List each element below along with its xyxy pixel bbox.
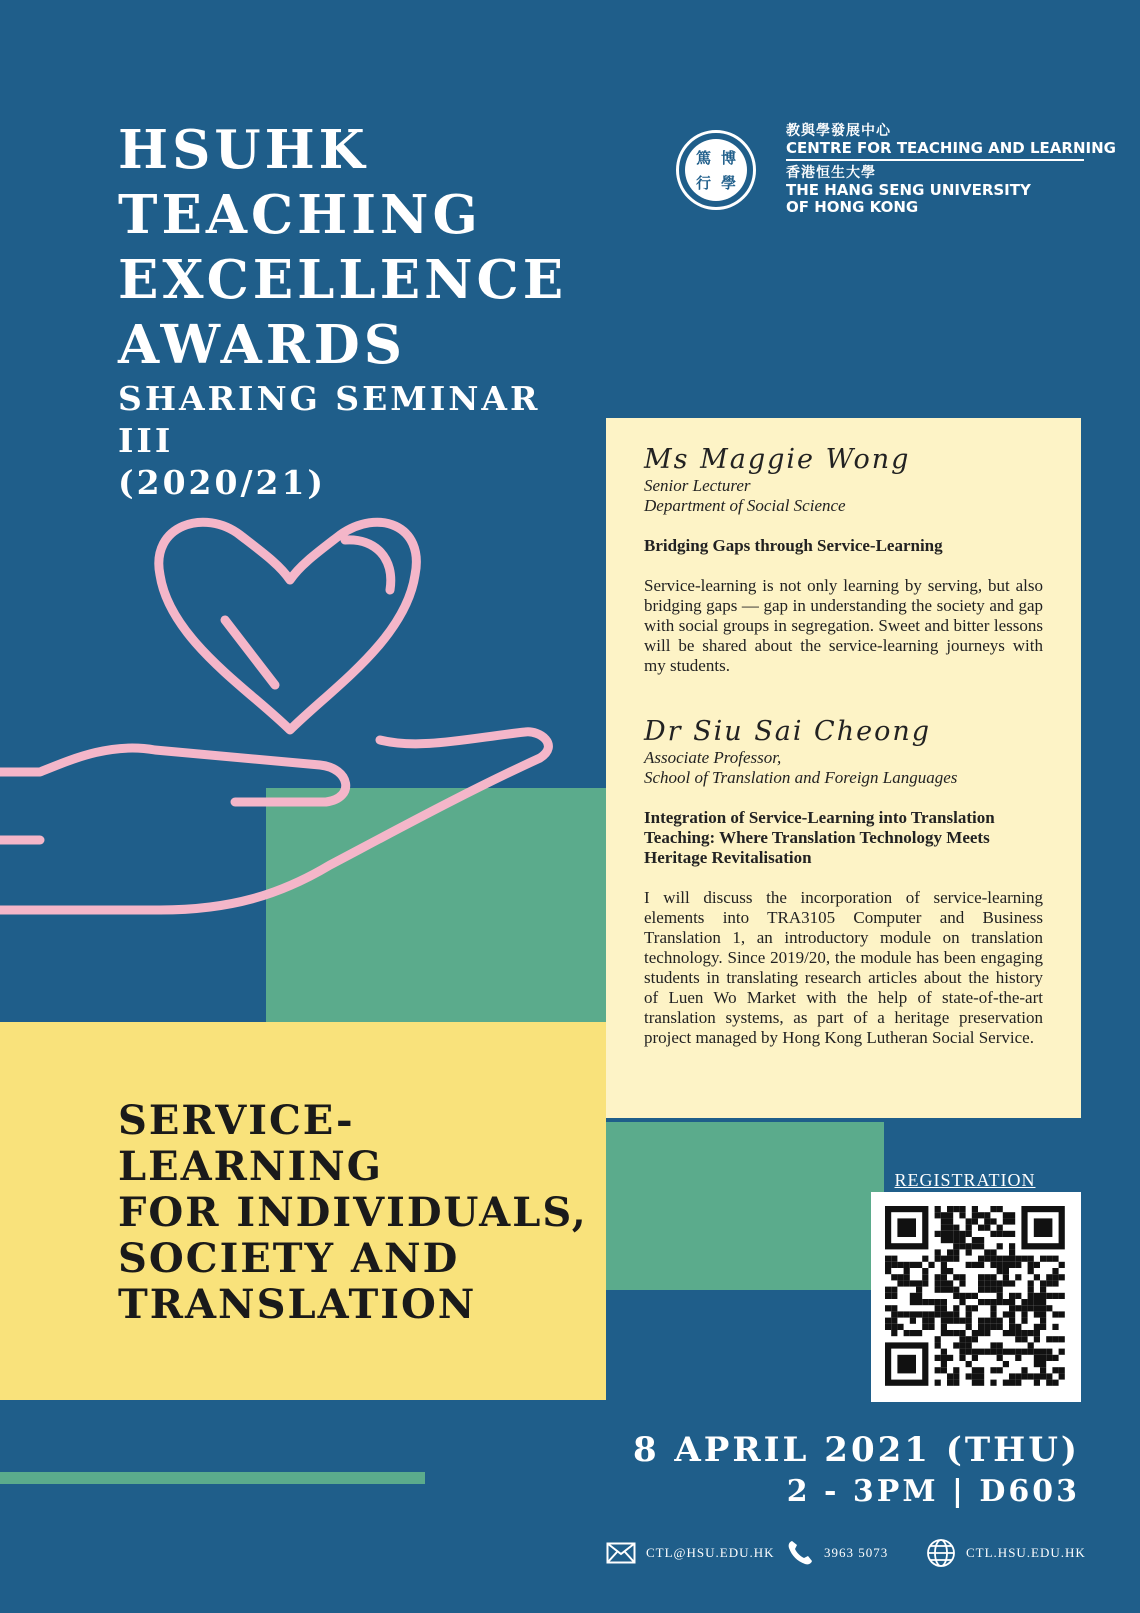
speaker-department: Department of Social Science <box>644 496 846 515</box>
globe-icon <box>926 1538 956 1568</box>
talk-abstract: Service-learning is not only learning by serving, but also bridging gaps — gap in understanding the society and gap with social groups in segregation. Sweet and bitter lessons will be shared about the service-learning journeys with my students. <box>644 576 1043 675</box>
seminar-theme <box>118 1098 598 1328</box>
title-line: AWARDS <box>118 314 407 376</box>
subtitle-line: SHARING SEMINAR III <box>118 379 541 460</box>
university-name-en: THE HANG SENG UNIVERSITY <box>786 181 1031 199</box>
green-block-right <box>606 1122 884 1290</box>
speaker-department: School of Translation and Foreign Languages <box>644 768 958 787</box>
theme-line: TRANSLATION <box>118 1281 477 1328</box>
logo-char: 博 <box>720 149 736 167</box>
green-underline-bar <box>0 1472 425 1484</box>
event-datetime <box>560 1428 1080 1512</box>
logo-char: 行 <box>695 174 711 192</box>
speaker-title: Associate Professor, <box>644 748 782 767</box>
speakers-panel <box>606 418 1081 1118</box>
logo-char: 學 <box>720 174 736 192</box>
speaker-entry <box>644 716 1043 1048</box>
contact-phone[interactable] <box>786 1536 888 1570</box>
org-divider <box>786 159 1084 161</box>
logo-emblem <box>685 139 747 201</box>
phone-text: 3963 5073 <box>824 1545 889 1560</box>
university-name-zh: 香港恒生大學 <box>786 165 876 181</box>
speaker-name: Dr Siu Sai Cheong <box>644 716 932 747</box>
website-text: CTL.HSU.EDU.HK <box>966 1545 1086 1560</box>
heart-hand-icon <box>0 510 560 930</box>
event-time-venue: 2 - 3PM | D603 <box>786 1474 1080 1509</box>
centre-name-zh: 教與學發展中心 <box>786 123 891 139</box>
logo-char: 篤 <box>695 149 711 167</box>
title-line: HSUHK <box>118 119 369 181</box>
organization-name <box>786 122 1116 216</box>
theme-line: SOCIETY AND <box>118 1235 460 1282</box>
ctl-logo <box>676 130 756 210</box>
event-date: 8 APRIL 2021 (THU) <box>632 1430 1080 1470</box>
event-title <box>118 118 588 504</box>
contact-website[interactable] <box>926 1536 1086 1570</box>
title-line: TEACHING <box>118 184 482 246</box>
contact-email[interactable] <box>606 1536 775 1570</box>
theme-line: FOR INDIVIDUALS, <box>118 1189 588 1236</box>
registration-qr-code[interactable] <box>871 1192 1081 1402</box>
university-name-en: OF HONG KONG <box>786 198 919 216</box>
subtitle-line: (2020/21) <box>118 463 327 502</box>
contact-footer <box>606 1536 1086 1570</box>
speaker-name: Ms Maggie Wong <box>644 444 911 475</box>
envelope-icon <box>606 1542 636 1564</box>
talk-title: Bridging Gaps through Service-Learning <box>644 536 943 555</box>
qr-code-icon <box>871 1192 1081 1402</box>
phone-icon <box>786 1539 814 1567</box>
theme-line: SERVICE- <box>118 1097 355 1144</box>
speaker-title: Senior Lecturer <box>644 476 751 495</box>
title-line: EXCELLENCE <box>118 249 568 311</box>
theme-line: LEARNING <box>118 1143 383 1190</box>
registration-link[interactable]: REGISTRATION <box>894 1170 1036 1190</box>
talk-abstract: I will discuss the incorporation of service-learning elements into TRA3105 Computer and Business Translation 1, an introductory module on translation technology. Since 2019/20, the module has been engaging students in translating research articles about the history of Luen Wo Market with the help of state-of-the-art translation systems, as part of a heritage preservation project managed by Hong Kong Lutheran Social Service. <box>644 888 1043 1047</box>
speaker-entry <box>644 444 1043 676</box>
centre-name-en: CENTRE FOR TEACHING AND LEARNING <box>786 139 1116 157</box>
email-text: CTL@HSU.EDU.HK <box>646 1545 775 1560</box>
talk-title: Integration of Service-Learning into Translation Teaching: Where Translation Technology Meets Heritage Revitalisation <box>644 808 995 867</box>
